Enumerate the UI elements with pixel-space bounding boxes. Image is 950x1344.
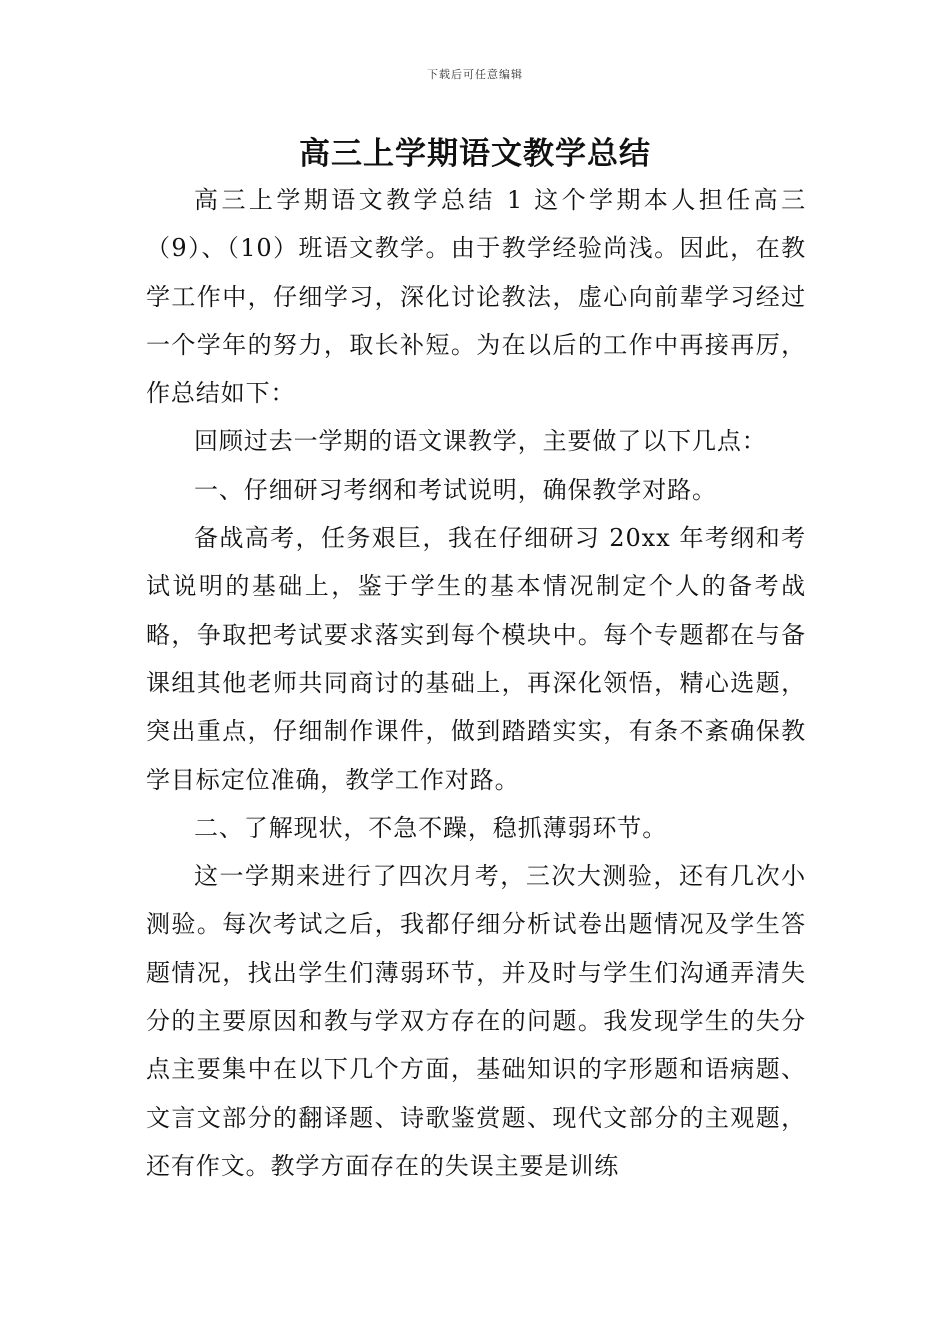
document-body [146,176,806,1190]
header-note: 下载后可任意编辑 [427,68,523,81]
paragraph-intro: 高三上学期语文教学总结 1 这个学期本人担任高三（9）、（10）班语文教学。由于教学经验尚浅。因此，在教学工作中，仔细学习，深化讨论教法，虚心向前辈学习经过一个学年的努力，取长补短。为在以后的工作中再接再厉，作总结如下： [146,186,806,408]
document-title: 高三上学期语文教学总结 [299,136,651,172]
paragraph-section-1: 备战高考，任务艰巨，我在仔细研习 20xx 年考纲和考试说明的基础上，鉴于学生的基本情况制定个人的备考战略，争取把考试要求落实到每个模块中。每个专题都在与备课组其他老师共同商讨的基础上，再深化领悟，精心选题，突出重点，仔细制作课件，做到踏踏实实，有条不紊确保教学目标定位准确，教学工作对路。 [146,524,806,794]
paragraph-section-2: 这一学期来进行了四次月考，三次大测验，还有几次小测验。每次考试之后，我都仔细分析试卷出题情况及学生答题情况，找出学生们薄弱环节，并及时与学生们沟通弄清失分的主要原因和教与学双方存在的问题。我发现学生的失分点主要集中在以下几个方面，基础知识的字形题和语病题、文言文部分的翻译题、诗歌鉴赏题、现代文部分的主观题，还有作文。教学方面存在的失误主要是训练 [146,862,806,1180]
paragraph-review: 回顾过去一学期的语文课教学，主要做了以下几点： [194,427,767,456]
section-heading-2: 二、了解现状，不急不躁，稳抓薄弱环节。 [194,813,668,842]
section-heading-1: 一、仔细研习考纲和考试说明，确保教学对路。 [194,475,717,504]
